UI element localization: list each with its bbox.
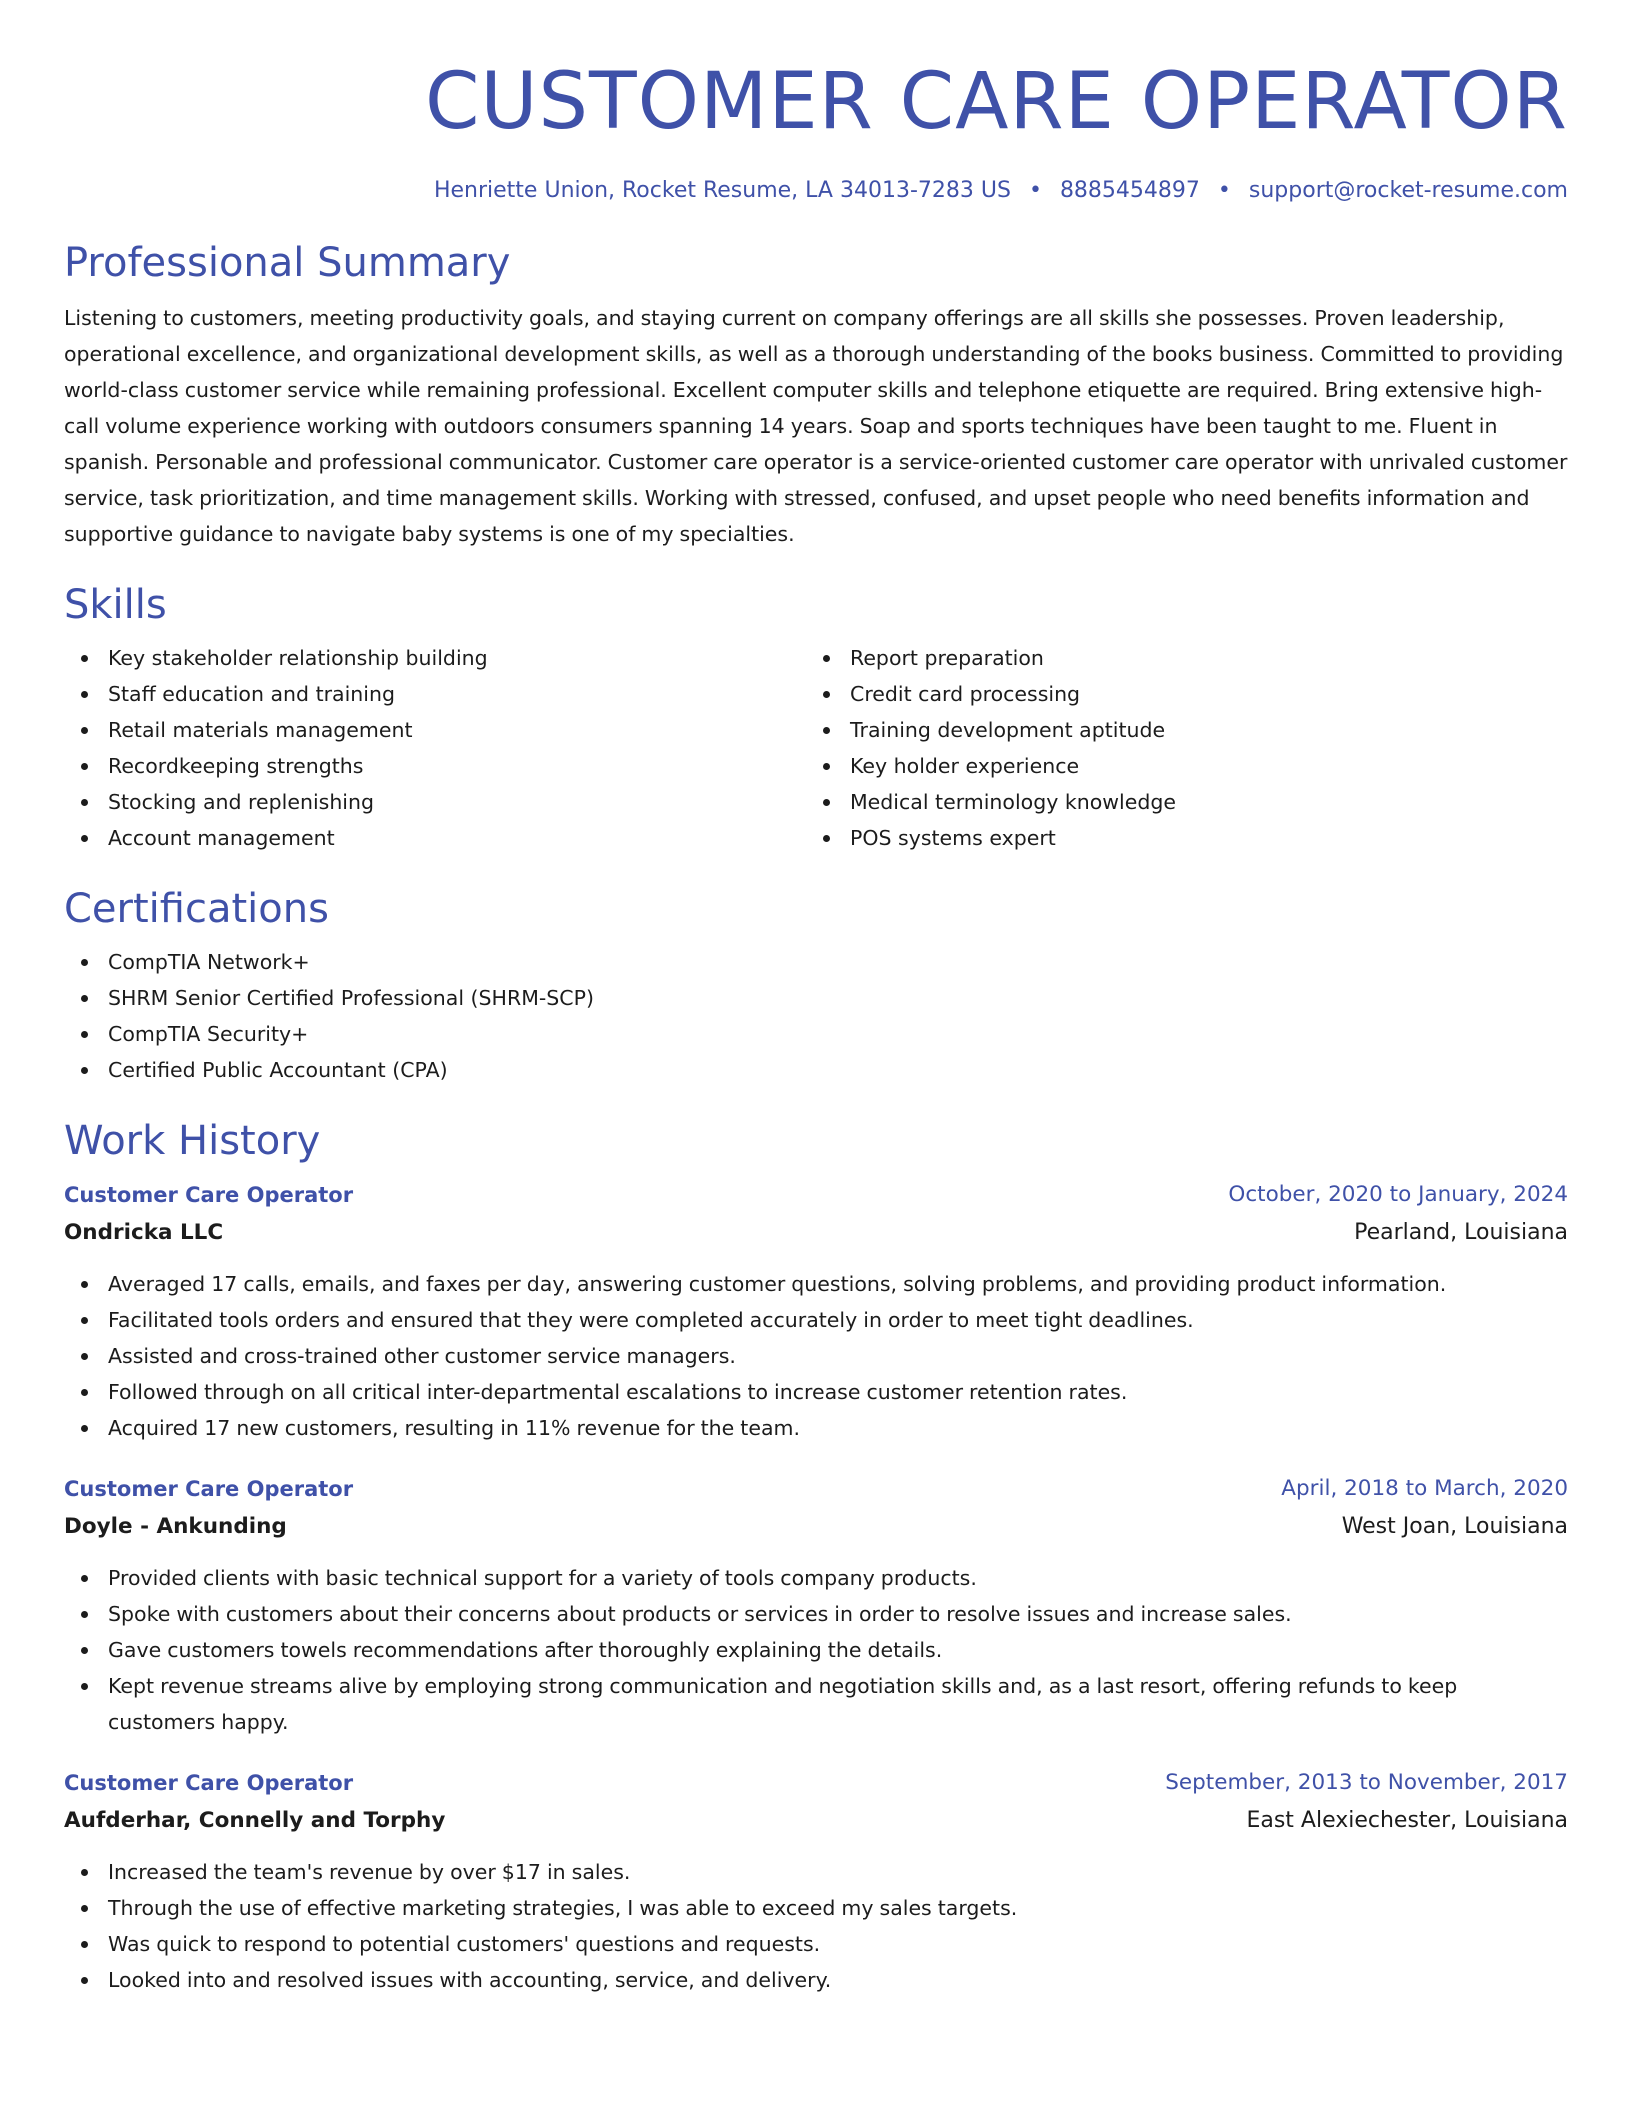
resume-page bbox=[64, 0, 1568, 1998]
job-company-row bbox=[64, 1508, 1568, 1546]
job-dates: October, 2020 to January, 2024 bbox=[1228, 1182, 1568, 1207]
skill-item: Staff education and training bbox=[64, 676, 806, 712]
skill-item: Retail materials management bbox=[64, 712, 806, 748]
job-dates: September, 2013 to November, 2017 bbox=[1165, 1770, 1568, 1795]
certification-item: CompTIA Network+ bbox=[64, 944, 1568, 980]
job-location: Pearland, Louisiana bbox=[1354, 1220, 1568, 1245]
job-duties-list bbox=[64, 1854, 1568, 1998]
skills-heading: Skills bbox=[64, 582, 167, 628]
job-duty: Kept revenue streams alive by employing strong communication and negotiation skills and, as a last resort, offering refunds to keep customers happy. bbox=[64, 1668, 1568, 1740]
job-location: West Joan, Louisiana bbox=[1341, 1514, 1568, 1539]
certifications-list bbox=[64, 944, 1568, 1088]
skills-list-right bbox=[806, 640, 1548, 856]
job-duty: Looked into and resolved issues with accounting, service, and delivery. bbox=[64, 1962, 1568, 1998]
skill-item: Report preparation bbox=[806, 640, 1548, 676]
skill-item: Credit card processing bbox=[806, 676, 1548, 712]
job-title: Customer Care Operator bbox=[64, 1183, 354, 1207]
skill-item: Key stakeholder relationship building bbox=[64, 640, 806, 676]
certification-item: Certified Public Accountant (CPA) bbox=[64, 1052, 1568, 1088]
skill-item: Stocking and replenishing bbox=[64, 784, 806, 820]
job-duty: Facilitated tools orders and ensured that they were completed accurately in order to meet tight deadlines. bbox=[64, 1302, 1568, 1338]
job-dates: April, 2018 to March, 2020 bbox=[1281, 1476, 1568, 1501]
skill-item: Medical terminology knowledge bbox=[806, 784, 1548, 820]
job-company: Doyle - Ankunding bbox=[64, 1514, 287, 1539]
job-company-row bbox=[64, 1214, 1568, 1252]
skill-item: Account management bbox=[64, 820, 806, 856]
job-entry bbox=[64, 1470, 1568, 1740]
contact-separator: • bbox=[1217, 178, 1231, 203]
contact-address: Henriette Union, Rocket Resume, LA 34013-7283 US bbox=[433, 178, 1011, 203]
summary-text: Listening to customers, meeting productivity goals, and staying current on company offerings are all skills she possesses. Proven leadership, operational excellence, and organizational development skills, as well as a thorough understanding of the books business. Committed to providing world-class customer service while remaining professional. Excellent computer skills and telephone etiquette are required. Bring extensive high-call volume experience working with outdoors consumers spanning 14 years. Soap and sports techniques have been taught to me. Fluent in spanish. Personable and professional communicator. Customer care operator is a service-oriented customer care operator with unrivaled customer service, task prioritization, and time management skills. Working with stressed, confused, and upset people who need benefits information and supportive guidance to navigate baby systems is one of my specialties. bbox=[64, 306, 1568, 546]
job-duty: Averaged 17 calls, emails, and faxes per day, answering customer questions, solving problems, and providing product information. bbox=[64, 1266, 1568, 1302]
job-duty: Through the use of effective marketing strategies, I was able to exceed my sales targets. bbox=[64, 1890, 1568, 1926]
job-duty: Acquired 17 new customers, resulting in 11% revenue for the team. bbox=[64, 1410, 1568, 1446]
job-duty: Followed through on all critical inter-departmental escalations to increase customer retention rates. bbox=[64, 1374, 1568, 1410]
job-duty: Was quick to respond to potential customers' questions and requests. bbox=[64, 1926, 1568, 1962]
job-duties-list bbox=[64, 1560, 1568, 1740]
job-duties-list bbox=[64, 1266, 1568, 1446]
work-history-heading: Work History bbox=[64, 1118, 321, 1164]
job-company: Aufderhar, Connelly and Torphy bbox=[64, 1808, 446, 1833]
job-title: Customer Care Operator bbox=[64, 1771, 354, 1795]
certification-item: CompTIA Security+ bbox=[64, 1016, 1568, 1052]
skill-item: Training development aptitude bbox=[806, 712, 1548, 748]
job-entry bbox=[64, 1764, 1568, 1998]
skills-list-left bbox=[64, 640, 806, 856]
job-duty: Spoke with customers about their concerns about products or services in order to resolve issues and increase sales. bbox=[64, 1596, 1568, 1632]
job-company: Ondricka LLC bbox=[64, 1220, 224, 1245]
job-title: Customer Care Operator bbox=[64, 1477, 354, 1501]
skill-item: Recordkeeping strengths bbox=[64, 748, 806, 784]
job-duty: Increased the team's revenue by over $17 in sales. bbox=[64, 1854, 1568, 1890]
job-duty: Assisted and cross-trained other customer service managers. bbox=[64, 1338, 1568, 1374]
job-header-row bbox=[64, 1470, 1568, 1508]
job-company-row bbox=[64, 1802, 1568, 1840]
job-entry bbox=[64, 1176, 1568, 1446]
job-duty: Gave customers towels recommendations after thoroughly explaining the details. bbox=[64, 1632, 1568, 1668]
contact-line bbox=[64, 176, 1568, 206]
skill-item: Key holder experience bbox=[806, 748, 1548, 784]
job-duty: Provided clients with basic technical support for a variety of tools company products. bbox=[64, 1560, 1568, 1596]
job-header-row bbox=[64, 1764, 1568, 1802]
contact-email[interactable]: support@rocket-resume.com bbox=[1248, 178, 1568, 203]
skill-item: POS systems expert bbox=[806, 820, 1548, 856]
summary-heading: Professional Summary bbox=[64, 240, 511, 286]
contact-separator: • bbox=[1028, 178, 1042, 203]
job-header-row bbox=[64, 1176, 1568, 1214]
contact-phone[interactable]: 8885454897 bbox=[1059, 178, 1200, 203]
certification-item: SHRM Senior Certified Professional (SHRM-SCP) bbox=[64, 980, 1568, 1016]
skills-grid bbox=[64, 640, 1568, 856]
certifications-heading: Certifications bbox=[64, 886, 329, 932]
resume-title: CUSTOMER CARE OPERATOR bbox=[424, 57, 1568, 147]
job-location: East Alexiechester, Louisiana bbox=[1246, 1808, 1568, 1833]
